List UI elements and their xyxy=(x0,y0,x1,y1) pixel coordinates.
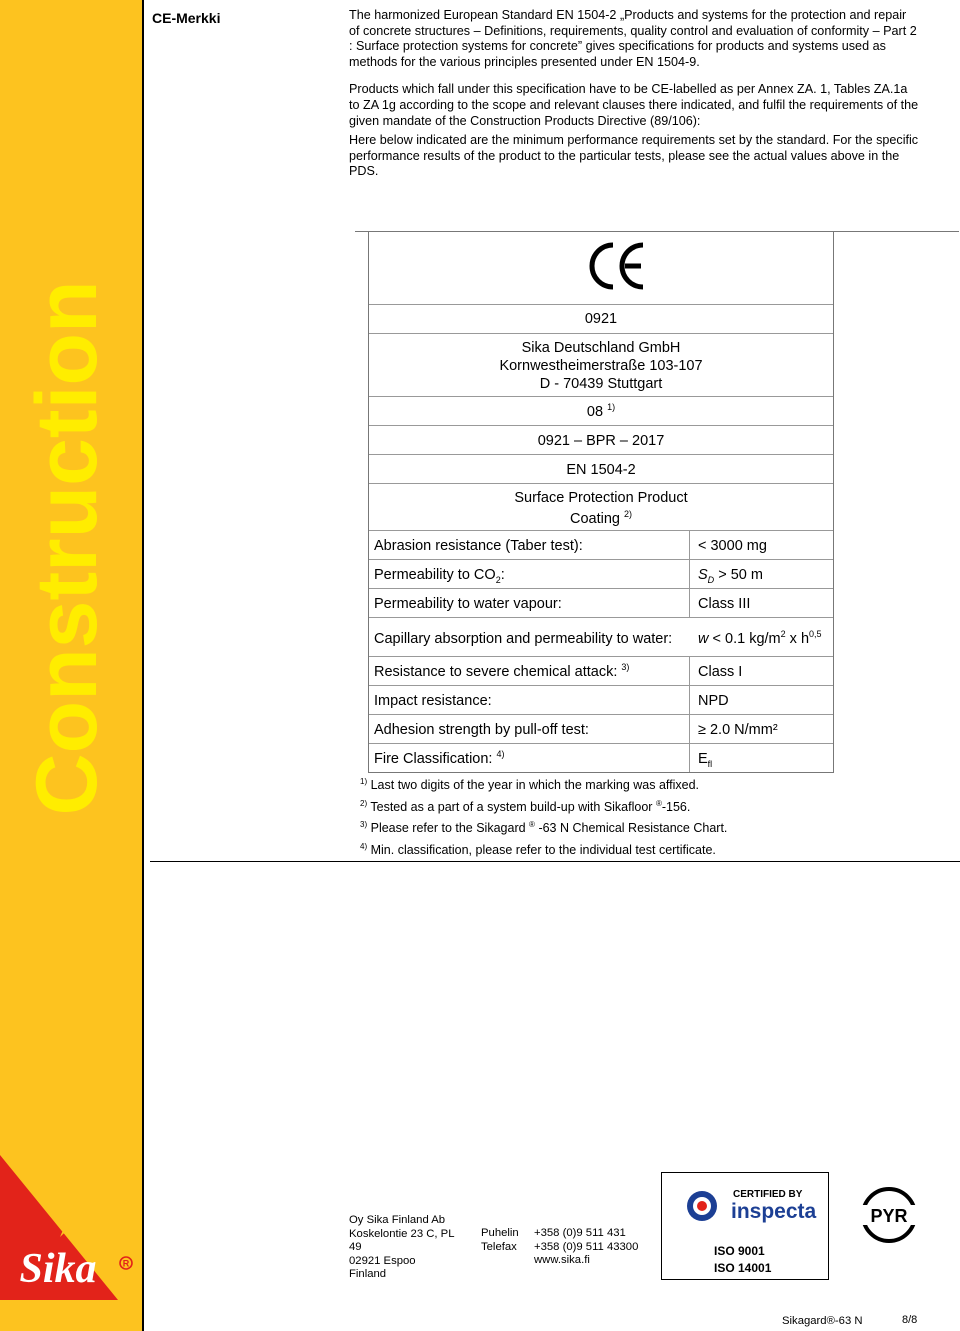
property-label: Adhesion strength by pull-off test: xyxy=(374,722,589,738)
property-label: Abrasion resistance (Taber test): xyxy=(374,538,583,554)
product-kind-footnote-mark: 2) xyxy=(624,509,633,520)
property-label: Permeability to water vapour: xyxy=(374,596,562,612)
property-row xyxy=(369,618,833,657)
year-footnote-mark: 1) xyxy=(607,402,616,413)
table-top-rule-left xyxy=(355,231,368,232)
ce-label-table xyxy=(368,231,834,773)
footnotes-rule xyxy=(150,861,960,862)
property-row xyxy=(369,686,833,715)
page-number: 8/8 xyxy=(902,1314,918,1326)
manufacturer-street: Kornwestheimerstraße 103-107 xyxy=(499,358,703,374)
standard-name: EN 1504-2 xyxy=(566,462,636,478)
footnotes xyxy=(360,775,727,861)
intro-paragraph-2: Products which fall under this specification have to be CE-labelled as per Annex ZA. 1, Tables ZA.1a to ZA 1g according to the scope and relevant clauses there indicated, and fulfil the requirements of the given mandate of the Construction Products Directive (89/106): xyxy=(349,82,919,128)
product-kind: Coating xyxy=(569,511,620,527)
sidebar-construction-label: Construction xyxy=(19,280,115,816)
property-value: Class III xyxy=(698,596,751,612)
svg-text:inspecta: inspecta xyxy=(731,1200,817,1223)
company-address: Oy Sika Finland Ab Koskelontie 23 C, PL 49 02921 Espoo Finland xyxy=(349,1214,455,1281)
footnote: $^{1)}$ Last two digits of the year in which the marking was affixed. xyxy=(360,776,700,792)
year-row xyxy=(369,397,833,426)
notified-body-row xyxy=(369,305,833,334)
property-label: Capillary absorption and permeability to water: xyxy=(374,631,673,647)
property-value: ≥ 2.0 N/mm² xyxy=(698,722,778,738)
company-contact: Puhelin +358 (0)9 511 431 Telefax +358 (0)9 511 43300 www.sika.fi xyxy=(481,1227,639,1267)
property-value: w < 0.1 $kg/m^2$ x $h^{0,5}$ xyxy=(698,629,822,647)
property-label: Permeability to $CO_2$: xyxy=(374,567,505,585)
intro-paragraph-3: Here below indicated are the minimum performance requirements set by the standard. For the specific performance results of the product to the particular tests, please see the actual values above in the PDS. xyxy=(349,133,919,179)
notified-body-number: 0921 xyxy=(584,311,618,327)
product-name-footer: Sikagard®-63 N xyxy=(782,1315,863,1327)
property-value: NPD xyxy=(698,693,729,709)
property-row xyxy=(369,589,833,618)
footnote: $^{3)}$ Please refer to the Sikagard ® -63 N Chemical Resistance Chart. xyxy=(360,819,728,835)
iso-certifications: ISO 9001 ISO 14001 xyxy=(714,1244,772,1275)
property-value: $S_D > 50$ m xyxy=(698,567,763,585)
manufacturer-row xyxy=(369,334,833,397)
property-row xyxy=(369,657,833,686)
property-row xyxy=(369,560,833,589)
property-label: Resistance to severe chemical attack: $^{3)}$ xyxy=(374,662,630,680)
section-heading: CE-Merkki xyxy=(152,10,221,26)
standard-row xyxy=(369,455,833,484)
website-link[interactable]: www.sika.fi xyxy=(534,1254,590,1267)
table-top-rule-right xyxy=(834,231,959,232)
intro-paragraph-1: The harmonized European Standard EN 1504-2 „Products and systems for the protection and repair of concrete structures – Definitions, requirements, quality control and evaluation of conformity – Part 2 : Surface protection systems for concrete” gives specifications for products and systems used as methods for the various principles presented under EN 1504-9. xyxy=(349,8,917,69)
property-value: < 3000 mg xyxy=(698,538,767,554)
manufacturer-city: D - 70439 Stuttgart xyxy=(539,376,663,392)
product-row xyxy=(369,484,833,531)
property-value: $E_{fl}$ xyxy=(698,751,713,769)
property-label: Impact resistance: xyxy=(374,693,492,709)
year-value: 08 xyxy=(586,404,604,420)
certificate-number: 0921 – BPR – 2017 xyxy=(537,433,665,449)
ce-mark-row xyxy=(369,232,833,305)
svg-text:CERTIFIED BY: CERTIFIED BY xyxy=(733,1189,803,1200)
product-type: Surface Protection Product xyxy=(514,490,688,506)
certificate-row xyxy=(369,426,833,455)
pyr-certification-logo xyxy=(852,1185,926,1245)
property-row xyxy=(369,715,833,744)
ce-mark-icon xyxy=(589,241,649,291)
sika-logo-text: Sika xyxy=(19,1246,97,1292)
property-row xyxy=(369,744,833,772)
svg-text:PYR: PYR xyxy=(870,1206,908,1226)
yellow-sidebar xyxy=(0,0,142,1331)
sika-logo xyxy=(0,1155,142,1300)
property-value: Class I xyxy=(698,664,743,680)
manufacturer-name: Sika Deutschland GmbH xyxy=(521,340,681,356)
intro-text xyxy=(349,8,919,192)
svg-text:R: R xyxy=(122,1258,130,1269)
property-row xyxy=(369,531,833,560)
property-label: Fire Classification: $^{4)}$ xyxy=(374,749,505,767)
footnote: $^{4)}$ Min. classification, please refer to the individual test certificate. xyxy=(360,841,716,857)
footnote: $^{2)}$ Tested as a part of a system build-up with Sikafloor ®-156. xyxy=(360,798,691,814)
